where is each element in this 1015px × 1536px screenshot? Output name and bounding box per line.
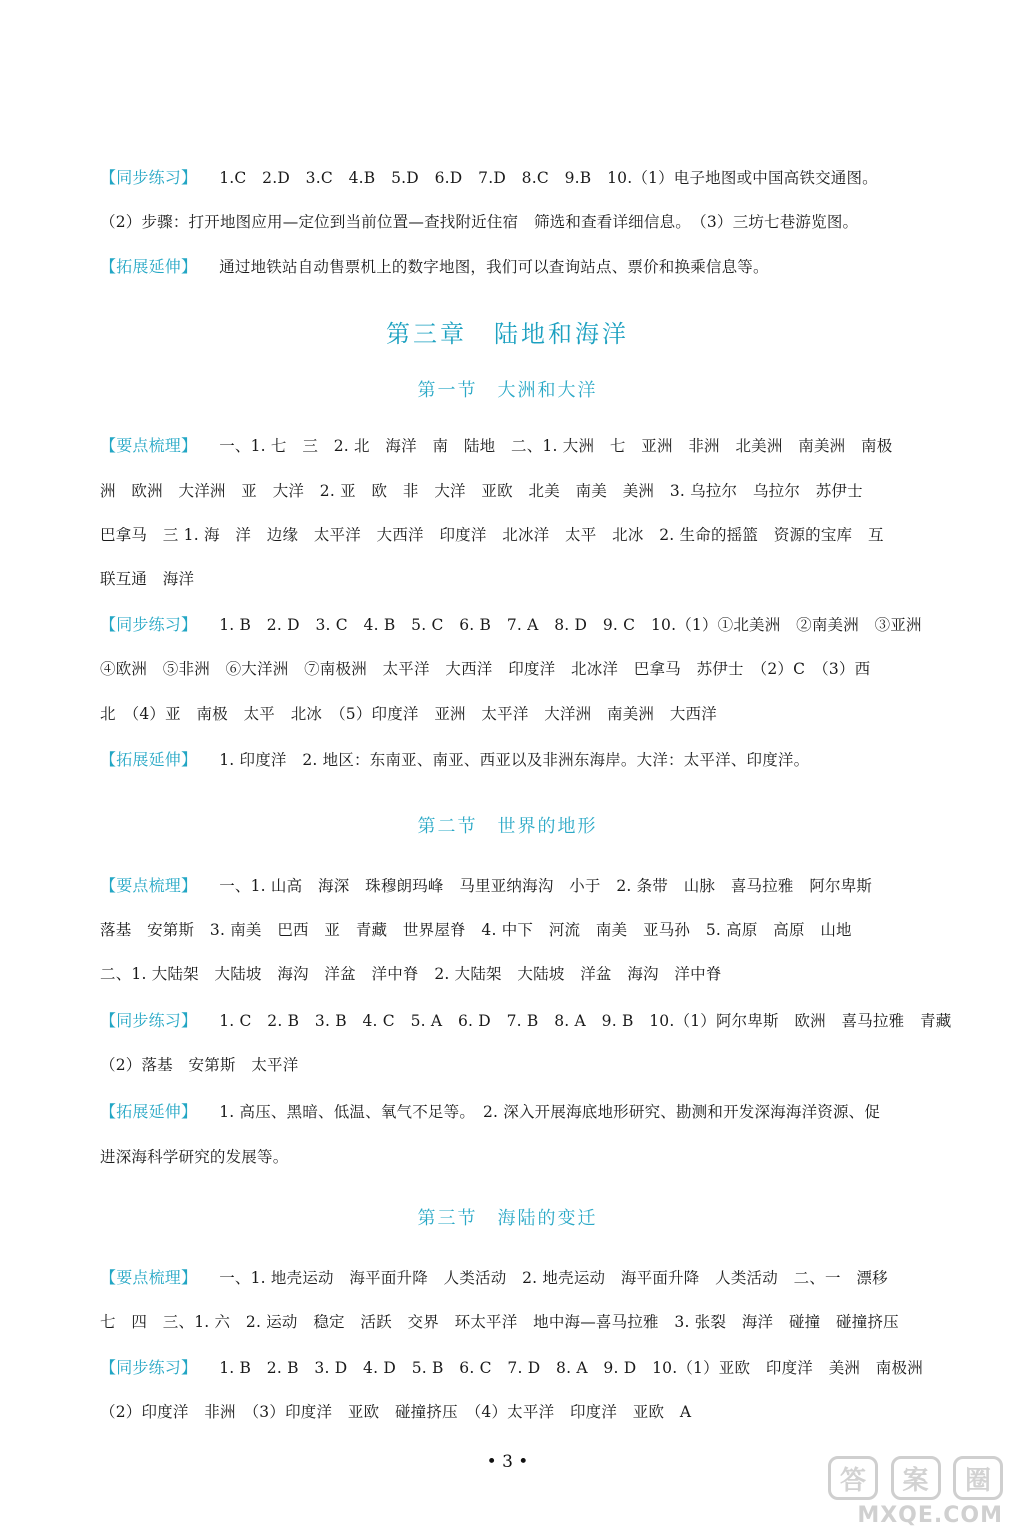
keypoints-label: 【要点梳理】 [100,876,198,895]
answer-continuation-line [100,964,960,984]
answer-text: 1. B 2. D 3. C 4. B 5. C 6. B 7. A 8. D 9. C 10.（1）①北美洲 ②南美洲 ③亚洲 [219,616,922,634]
answer-text: 1. B 2. B 3. D 4. D 5. B 6. C 7. D 8. A 9. D 10.（1）亚欧 印度洋 美洲 南极洲 [219,1359,923,1377]
keypoints-line [100,436,960,456]
answer-text: 1. 印度洋 2. 地区：东南亚、南亚、西亚以及非洲东海岸。大洋：太平洋、印度洋。 [219,751,810,769]
answer-text: 一、1. 地壳运动 海平面升降 人类活动 2. 地壳运动 海平面升降 人类活动 二、一 漂移 [219,1269,888,1287]
answer-text: （2）步骤：打开地图应用—定位到当前位置—查找附近住宿 筛选和查看详细信息。 （3）三坊七巷游览图。 [100,213,859,231]
answer-text: 1.C 2.D 3.C 4.B 5.D 6.D 7.D 8.C 9.B 10.（1）电子地图或中国高铁交通图。 [219,169,878,187]
watermark-text: MXQE.COM [857,1503,1003,1528]
sync-practice-line [100,1358,960,1378]
answer-continuation-line [100,1055,960,1075]
sync-practice-label: 【同步练习】 [100,1358,198,1377]
section-title: 第一节 大洲和大洋 [417,380,598,401]
answer-text: （2）落基 安第斯 太平洋 [100,1056,299,1074]
watermark-glyph: 案 [891,1456,941,1500]
keypoints-line [100,1268,960,1288]
sync-practice-label: 【同步练习】 [100,1011,198,1030]
extension-line [100,257,960,277]
chapter-title: 第三章 陆地和海洋 [386,320,629,348]
sync-practice-line [100,168,960,188]
answer-continuation-line [100,1147,960,1167]
answer-continuation-line [100,704,960,724]
page-number: • 3 • [486,1452,529,1472]
answer-text: 一、1. 山高 海深 珠穆朗玛峰 马里亚纳海沟 小于 2. 条带 山脉 喜马拉雅 阿尔卑斯 [219,877,873,895]
keypoints-label: 【要点梳理】 [100,1268,198,1287]
answer-text: 1. C 2. B 3. B 4. C 5. A 6. D 7. B 8. A 9. B 10.（1）阿尔卑斯 欧洲 喜马拉雅 青藏 [219,1012,952,1030]
extension-label: 【拓展延伸】 [100,750,198,769]
watermark-logo [828,1456,1003,1528]
answer-text: 落基 安第斯 3. 南美 巴西 亚 青藏 世界屋脊 4. 中下 河流 南美 亚马孙 5. 高原 高原 山地 [100,921,852,939]
answer-continuation-line [100,525,960,545]
section-title: 第三节 海陆的变迁 [417,1208,598,1229]
sync-practice-line [100,1011,960,1031]
answer-continuation-line [100,1402,960,1422]
watermark-glyph: 圈 [953,1456,1003,1500]
answer-text: 1. 高压、黑暗、低温、氧气不足等。 2. 深入开展海底地形研究、勘测和开发深海海洋资源、促 [219,1103,881,1121]
answer-continuation-line [100,1312,960,1332]
answer-continuation-line [100,481,960,501]
answer-text: 二、1. 大陆架 大陆坡 海沟 洋盆 洋中脊 2. 大陆架 大陆坡 洋盆 海沟 洋中脊 [100,965,722,983]
answer-continuation-line [100,569,960,589]
answer-text: 一、1. 七 三 2. 北 海洋 南 陆地 二、1. 大洲 七 亚洲 非洲 北美洲 南美洲 南极 [219,437,893,455]
answer-text: 进深海科学研究的发展等。 [100,1148,289,1166]
sync-practice-label: 【同步练习】 [100,168,198,187]
section-title: 第二节 世界的地形 [417,816,598,837]
sync-practice-line [100,615,960,635]
watermark-glyph: 答 [828,1456,878,1500]
answer-text: 通过地铁站自动售票机上的数字地图，我们可以查询站点、票价和换乘信息等。 [219,258,769,276]
answer-text: （2）印度洋 非洲 （3）印度洋 亚欧 碰撞挤压 （4）太平洋 印度洋 亚欧 A [100,1403,692,1421]
sync-practice-label: 【同步练习】 [100,615,198,634]
extension-label: 【拓展延伸】 [100,257,198,276]
answer-continuation-line [100,212,960,232]
answer-text: 北 （4）亚 南极 太平 北冰 （5）印度洋 亚洲 太平洋 大洋洲 南美洲 大西洋 [100,705,717,723]
extension-line [100,750,960,770]
answer-text: 洲 欧洲 大洋洲 亚 大洋 2. 亚 欧 非 大洋 亚欧 北美 南美 美洲 3. 乌拉尔 乌拉尔 苏伊士 [100,482,863,500]
answer-continuation-line [100,659,960,679]
keypoints-label: 【要点梳理】 [100,436,198,455]
answer-text: 七 四 三、1. 六 2. 运动 稳定 活跃 交界 环太平洋 地中海—喜马拉雅 3. 张裂 海洋 碰撞 碰撞挤压 [100,1313,899,1331]
answer-continuation-line [100,920,960,940]
watermark-glyphs [828,1456,1003,1500]
answer-text: ④欧洲 ⑤非洲 ⑥大洋洲 ⑦南极洲 太平洋 大西洋 印度洋 北冰洋 巴拿马 苏伊士 （2）C （3）西 [100,660,871,678]
answer-text: 巴拿马 三 1. 海 洋 边缘 太平洋 大西洋 印度洋 北冰洋 太平 北冰 2. 生命的摇篮 资源的宝库 互 [100,526,884,544]
keypoints-line [100,876,960,896]
answer-text: 联互通 海洋 [100,570,195,588]
extension-line [100,1102,960,1122]
extension-label: 【拓展延伸】 [100,1102,198,1121]
